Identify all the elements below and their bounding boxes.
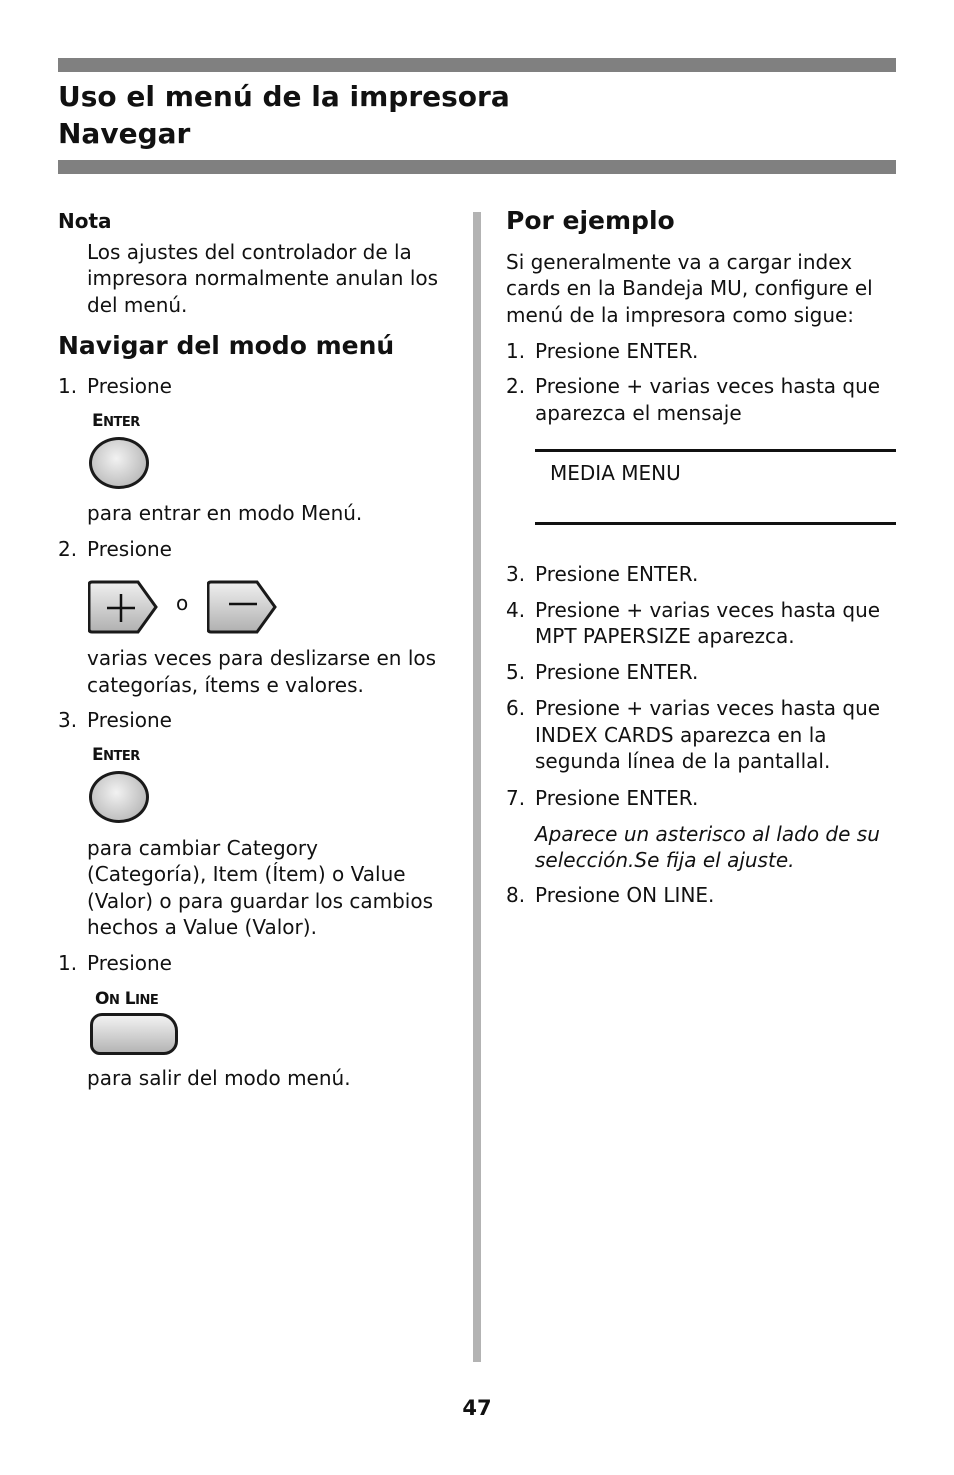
right-step-8 bbox=[506, 882, 714, 909]
enter-button-shape bbox=[89, 437, 149, 489]
left-step-3-after-1: para cambiar Category bbox=[87, 836, 318, 860]
step-text: Presione ENTER. bbox=[535, 562, 699, 586]
right-step-5 bbox=[506, 659, 698, 686]
section-title-example: Por ejemplo bbox=[506, 206, 675, 235]
left-step-1 bbox=[58, 373, 172, 400]
left-step-3-after-3: (Valor) o para guardar los cambios bbox=[87, 889, 433, 913]
step-number: 3. bbox=[506, 562, 526, 586]
step-number: 1. bbox=[506, 339, 526, 363]
step-text: Presione ON LINE. bbox=[535, 883, 715, 907]
left-step-2-after-2: categorías, ítems e valores. bbox=[87, 673, 364, 697]
nota-line-3: del menú. bbox=[87, 293, 188, 317]
left-step-2 bbox=[58, 536, 172, 563]
step-text: Presione bbox=[87, 708, 172, 732]
step-number: 1. bbox=[58, 374, 78, 398]
left-step-1-after: para entrar en modo Menú. bbox=[87, 501, 363, 525]
step-text: Presione + varias veces hasta que bbox=[535, 598, 881, 622]
online-key-label: ON LINE bbox=[95, 989, 159, 1009]
step-number: 3. bbox=[58, 708, 78, 732]
minus-key-icon bbox=[207, 578, 279, 636]
column-divider bbox=[473, 212, 481, 1362]
step-text: Presione + varias veces hasta que bbox=[535, 696, 881, 720]
online-button-shape bbox=[90, 1013, 178, 1055]
step-text: Presione ENTER. bbox=[535, 786, 699, 810]
step-number: 6. bbox=[506, 696, 526, 720]
display-text: MEDIA MENU bbox=[550, 461, 681, 485]
left-step-4 bbox=[58, 950, 172, 977]
right-step-4 bbox=[506, 597, 880, 624]
left-step-2-after-1: varias veces para deslizarse en los bbox=[87, 646, 437, 670]
nota-label: Nota bbox=[58, 209, 112, 233]
nota-line-2: impresora normalmente anulan los bbox=[87, 266, 439, 290]
right-step-1 bbox=[506, 338, 698, 365]
enter-key-icon bbox=[89, 411, 149, 491]
intro-line-1: Si generalmente va a cargar index bbox=[506, 250, 853, 274]
enter-key-label: ENTER bbox=[92, 411, 140, 431]
nota-line-1: Los ajustes del controlador de la bbox=[87, 240, 412, 264]
enter-button-shape bbox=[89, 771, 149, 823]
step-text: Presione + varias veces hasta que bbox=[535, 374, 881, 398]
title-line-2: Navegar bbox=[58, 117, 191, 150]
intro-line-3: menú de la impresora como sigue: bbox=[506, 303, 855, 327]
top-rule bbox=[58, 58, 896, 72]
title-line-1: Uso el menú de la impresora bbox=[58, 80, 510, 113]
step-text: Presione bbox=[87, 374, 172, 398]
left-step-3-after-4: hechos a Value (Valor). bbox=[87, 915, 317, 939]
step-number: 2. bbox=[58, 537, 78, 561]
intro-line-2: cards en la Bandeja MU, configure el bbox=[506, 276, 873, 300]
right-step-3 bbox=[506, 561, 698, 588]
enter-key-icon bbox=[89, 745, 149, 825]
section-title-navigate: Navigar del modo menú bbox=[58, 331, 395, 360]
step-number: 1. bbox=[58, 951, 78, 975]
step-text: Presione ENTER. bbox=[535, 660, 699, 684]
page-number: 47 bbox=[462, 1396, 492, 1420]
step-number: 5. bbox=[506, 660, 526, 684]
step-number: 4. bbox=[506, 598, 526, 622]
enter-key-label: ENTER bbox=[92, 745, 140, 765]
note-line-2: selección.Se fija el ajuste. bbox=[535, 848, 795, 872]
header-bottom-rule bbox=[58, 160, 896, 174]
step-text: Presione bbox=[87, 537, 172, 561]
page-title bbox=[58, 78, 510, 152]
right-step-7 bbox=[506, 785, 698, 812]
display-top-line bbox=[535, 449, 896, 452]
step-number: 2. bbox=[506, 374, 526, 398]
right-step-6 bbox=[506, 695, 880, 722]
step-number: 7. bbox=[506, 786, 526, 810]
right-step-4-line-2: MPT PAPERSIZE aparezca. bbox=[535, 624, 795, 648]
display-bottom-line bbox=[535, 522, 896, 525]
left-step-4-after: para salir del modo menú. bbox=[87, 1066, 351, 1090]
or-text: o bbox=[176, 591, 189, 615]
online-key-icon bbox=[89, 989, 181, 1055]
left-step-3 bbox=[58, 707, 172, 734]
step-text: Presione ENTER. bbox=[535, 339, 699, 363]
note-line-1: Aparece un asterisco al lado de su bbox=[535, 822, 880, 846]
left-step-3-after-2: (Categoría), Item (Ítem) o Value bbox=[87, 862, 406, 886]
step-text: Presione bbox=[87, 951, 172, 975]
right-step-6-line-3: segunda línea de la pantallal. bbox=[535, 749, 831, 773]
right-step-2 bbox=[506, 373, 880, 400]
right-step-6-line-2: INDEX CARDS aparezca en la bbox=[535, 723, 827, 747]
plus-key-icon bbox=[88, 578, 160, 636]
step-number: 8. bbox=[506, 883, 526, 907]
right-step-2-line-2: aparezca el mensaje bbox=[535, 401, 742, 425]
